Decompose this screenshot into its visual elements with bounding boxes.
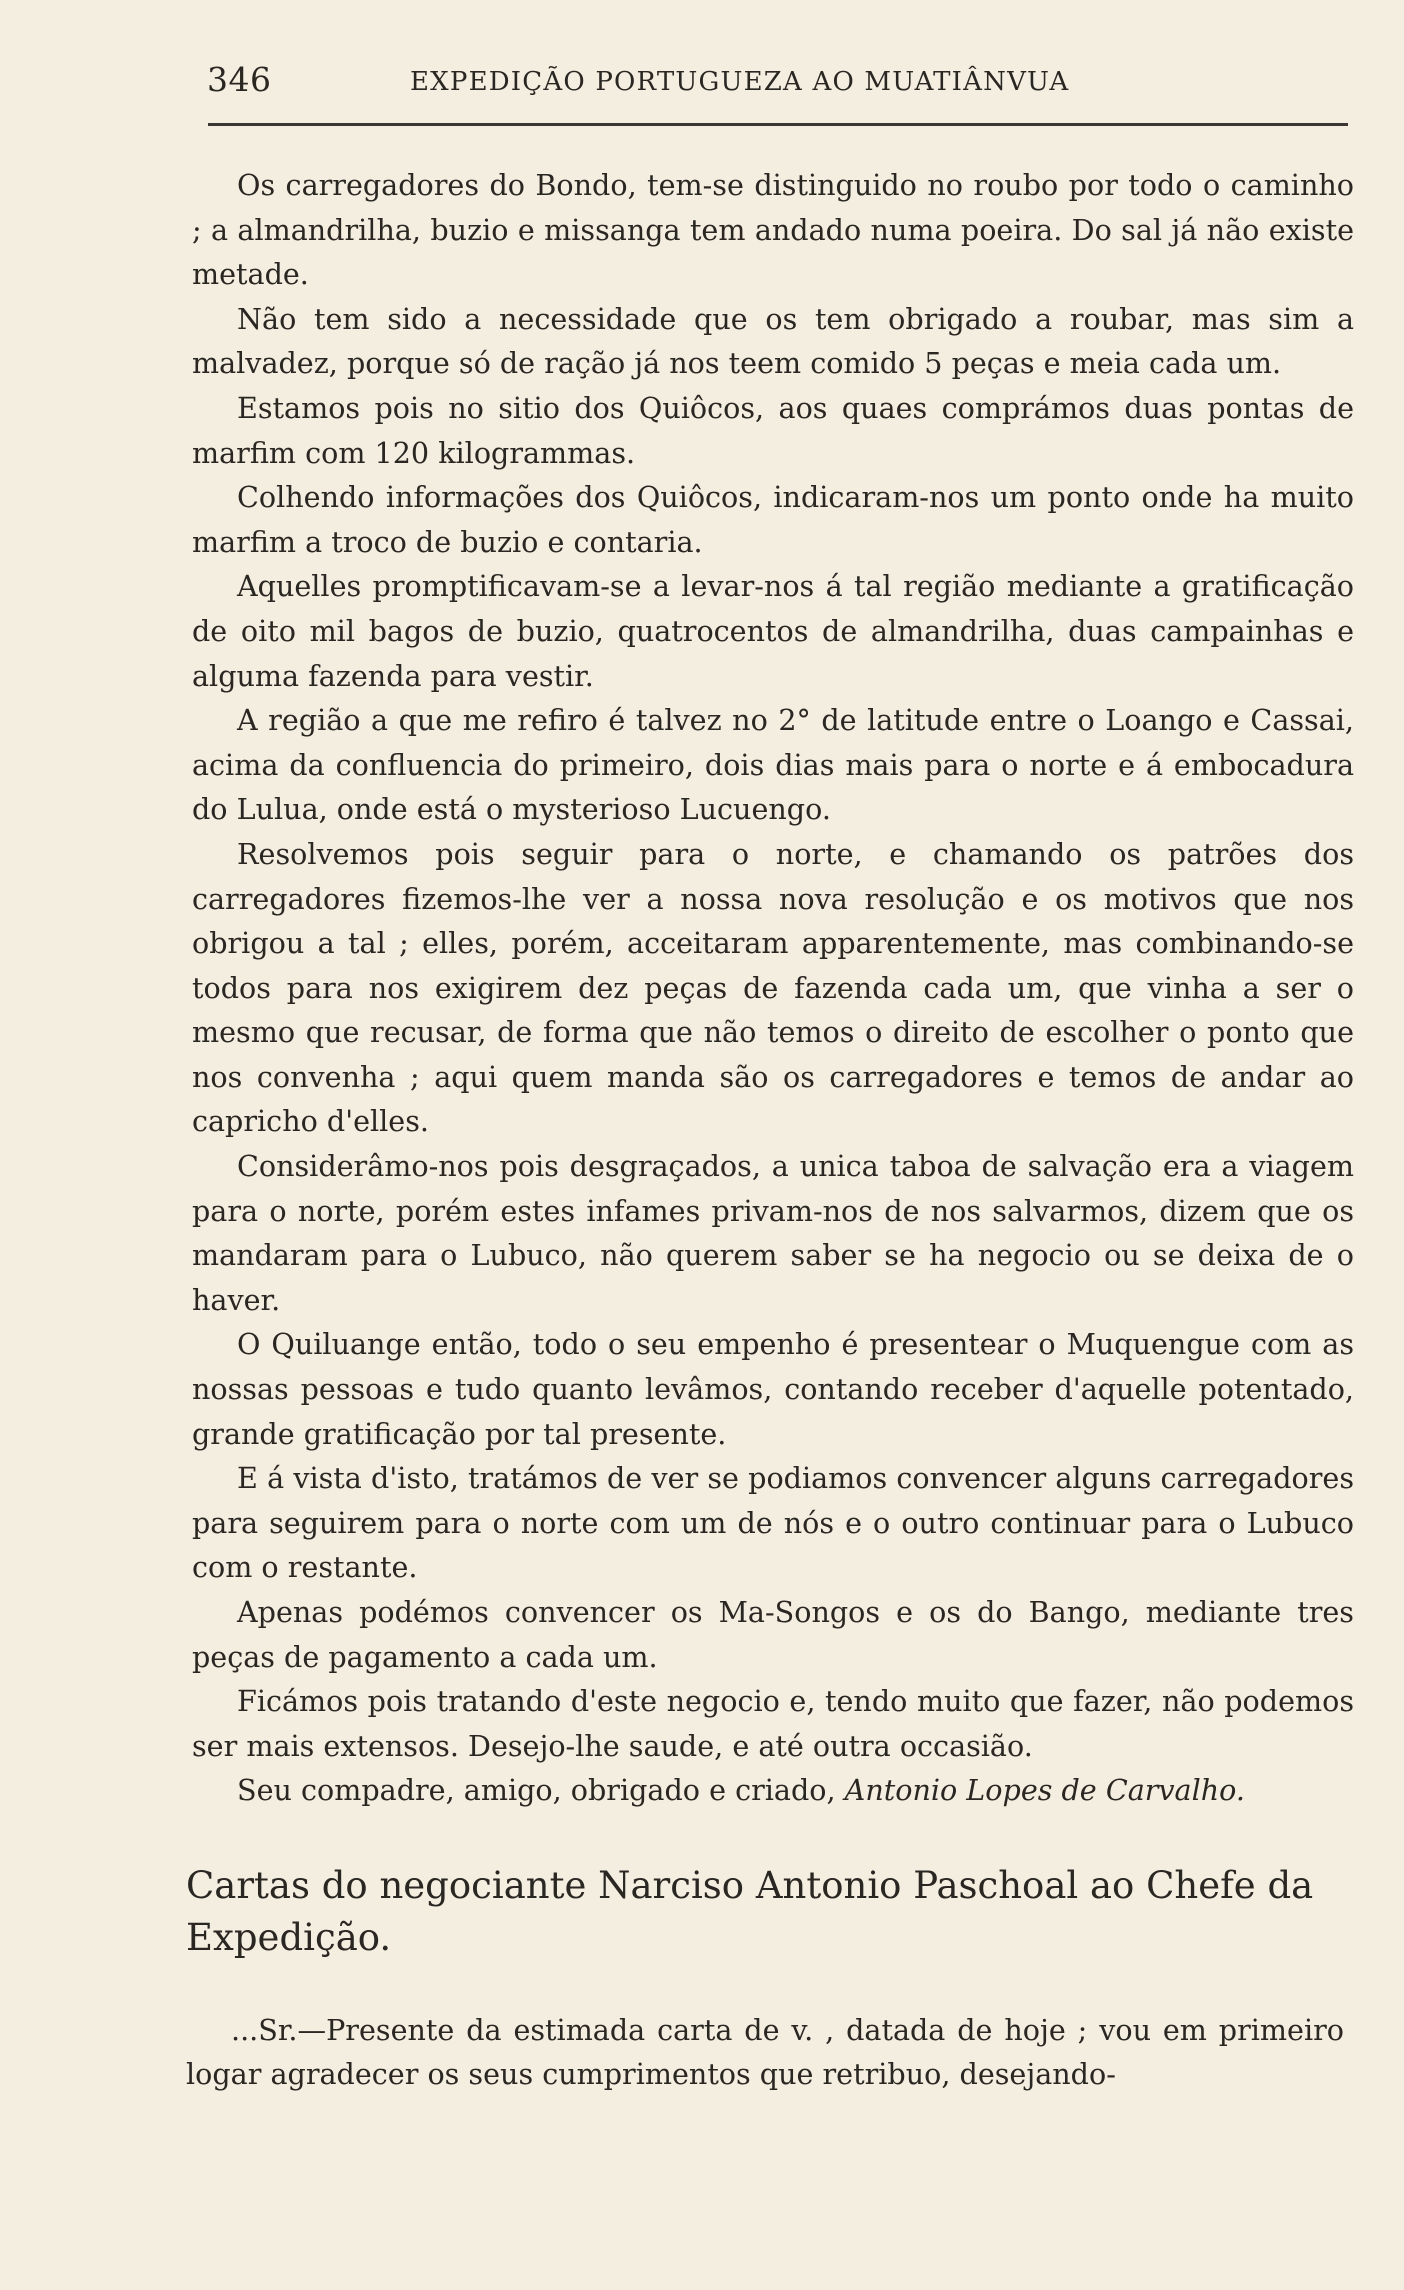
signature-author: Antonio Lopes de Carvalho. — [844, 1773, 1245, 1808]
paragraph: ...Sr.—Presente da estimada carta de v. , datada de hoje ; vou em primeiro logar agradecer os seus cumprimentos que retribuo, desejando- — [186, 2013, 1344, 2091]
header-rule — [208, 123, 1348, 126]
page-number: 346 — [207, 60, 272, 99]
paragraph: Estamos pois no sitio dos Quiôcos, aos quaes comprámos duas pontas de marfim com 120 kilogrammas. — [192, 390, 1354, 470]
paragraph: Considerâmo-nos pois desgraçados, a unica taboa de salvação era a viagem para o norte, porém estes infames privam-nos de nos salvarmos, dizem que os mandaram para o Lubuco, não querem saber se ha negocio ou se deixa de o haver. — [192, 1149, 1354, 1317]
paragraph: O Quiluange então, todo o seu empenho é presentear o Muquengue com as nossas pessoas e tudo quanto levâmos, contando receber d'aquelle potentado, grande gratificação por tal presente. — [192, 1327, 1354, 1451]
paragraph: Colhendo informações dos Quiôcos, indicaram-nos um ponto onde ha muito marfim a troco de buzio e contaria. — [192, 480, 1354, 559]
paragraph: A região a que me refiro é talvez no 2° de latitude entre o Loango e Cassai, acima da confluencia do primeiro, dois dias mais para o norte e á embocadura do Lulua, onde está o mysterioso Lucuengo. — [192, 703, 1354, 827]
paragraph: Não tem sido a necessidade que os tem obrigado a roubar, mas sim a malvadez, porque só de ração já nos teem comido 5 peças e meia cada um. — [192, 301, 1354, 381]
paragraph: Aquelles promptificavam-se a levar-nos á tal região mediante a gratificação de oito mil bagos de buzio, quatrocentos de almandrilha, duas campainhas e alguma fazenda para vestir. — [192, 569, 1354, 693]
next-letter-body — [186, 2008, 1344, 2096]
section-heading: Cartas do negociante Narciso Antonio Paschoal ao Chefe da Expedição. — [186, 1864, 1314, 1959]
letter-body — [192, 163, 1354, 1813]
paragraph: E á vista d'isto, tratámos de ver se podiamos convencer alguns carregadores para seguirem para o norte com um de nós e o outro continuar para o Lubuco com o restante. — [192, 1461, 1354, 1585]
paragraph: Ficámos pois tratando d'este negocio e, tendo muito que fazer, não podemos ser mais extensos. Desejo-lhe saude, e até outra occasião. — [192, 1684, 1354, 1763]
paragraph: Apenas podémos convencer os Ma-Songos e os do Bango, mediante tres peças de pagamento a cada um. — [192, 1595, 1354, 1674]
page-header — [195, 60, 1345, 110]
running-title: EXPEDIÇÃO PORTUGUEZA AO MUATIÂNVUA — [410, 67, 1070, 97]
paragraph: Os carregadores do Bondo, tem-se distinguido no roubo por todo o caminho ; a almandrilha, buzio e missanga tem andado numa poeira. Do sal já não existe metade. — [192, 168, 1354, 292]
signature-text: Seu compadre, amigo, obrigado e criado, — [237, 1773, 845, 1808]
signature-line — [192, 1768, 1354, 1813]
paragraph: Resolvemos pois seguir para o norte, e chamando os patrões dos carregadores fizemos-lhe ver a nossa nova resolução e os motivos que nos obrigou a tal ; elles, porém, acceitaram apparentemente, mas combinando-se todos para nos exigirem dez peças de fazenda cada um, que vinha a ser o mesmo que recusar, de forma que não temos o direito de escolher o ponto que nos convenha ; aqui quem manda são os carregadores e temos de andar ao capricho d'elles. — [192, 836, 1354, 1139]
